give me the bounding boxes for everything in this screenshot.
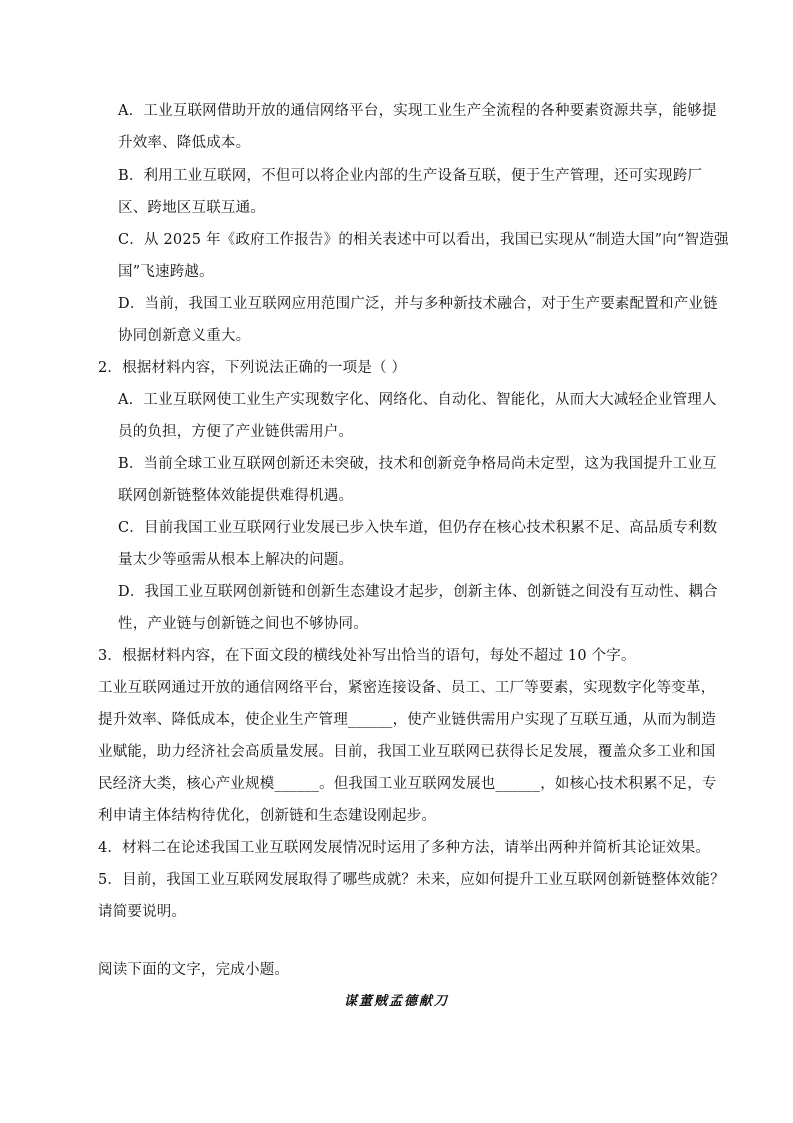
q3-passage-line2: 提升效率、降低成本，使企业生产管理______，使产业链供需用户实现了互联互通，从而为制造 xyxy=(98,712,716,728)
q1-option-a-line1: A．工业互联网借助开放的通信网络平台，实现工业生产全流程的各种要素资源共享，能够提 xyxy=(118,103,717,119)
q1-option-b-line1: B．利用工业互联网，不但可以将企业内部的生产设备互联，便于生产管理，还可实现跨厂 xyxy=(118,168,703,184)
q2-option-c-line1: C．目前我国工业互联网行业发展已步入快车道，但仍存在核心技术积累不足、高品质专利数 xyxy=(118,520,718,536)
q3-passage-line3: 业赋能，助力经济社会高质量发展。目前，我国工业互联网已获得长足发展，覆盖众多工业和国 xyxy=(98,744,716,760)
reading-instruction: 阅读下面的文字，完成小题。 xyxy=(98,962,290,978)
q1-option-d-line2: 协同创新意义重大。 xyxy=(118,328,251,344)
q1-option-c-line2: 国”飞速跨越。 xyxy=(118,264,214,280)
q4-stem: 4．材料二在论述我国工业互联网发展情况时运用了多种方法，请举出两种并简析其论证效果。 xyxy=(98,840,711,856)
q2-option-d-line2: 性，产业链与创新链之间也不够协同。 xyxy=(118,616,368,632)
q3-passage-line4: 民经济大类，核心产业规模______。但我国工业互联网发展也______，如核心技术积累不足，专 xyxy=(98,776,717,792)
q1-option-c-line1: C．从 2025 年《政府工作报告》的相关表述中可以看出，我国已实现从“制造大国”向“智造强 xyxy=(118,232,729,248)
reading-title: 谋董贼孟德献刀 xyxy=(343,994,449,1009)
q2-option-b-line2: 联网创新链整体效能提供难得机遇。 xyxy=(118,488,354,504)
q3-stem: 3．根据材料内容，在下面文段的横线处补写出恰当的语句，每处不超过 10 个字。 xyxy=(98,648,636,664)
q1-option-d-line1: D．当前，我国工业互联网应用范围广泛，并与多种新技术融合，对于生产要素配置和产业链 xyxy=(118,296,718,312)
q2-option-a-line2: 员的负担，方便了产业链供需用户。 xyxy=(118,424,354,440)
q3-passage-line1: 工业互联网通过开放的通信网络平台，紧密连接设备、员工、工厂等要素，实现数字化等变革， xyxy=(98,680,716,696)
q2-option-b-line1: B．当前全球工业互联网创新还未突破，技术和创新竞争格局尚未定型，这为我国提升工业互 xyxy=(118,456,717,472)
q5-stem-line1: 5．目前，我国工业互联网发展取得了哪些成就？未来，应如何提升工业互联网创新链整体效能？ xyxy=(98,872,725,888)
q2-option-a-line1: A．工业互联网使工业生产实现数字化、网络化、自动化、智能化，从而大大减轻企业管理人 xyxy=(118,392,717,408)
q2-option-c-line2: 量太少等亟需从根本上解决的问题。 xyxy=(118,552,354,568)
q3-passage-line5: 利申请主体结构待优化，创新链和生态建设刚起步。 xyxy=(98,808,437,824)
q2-stem: 2．根据材料内容，下列说法正确的一项是（ ） xyxy=(98,360,407,376)
q5-stem-line2: 请简要说明。 xyxy=(98,904,187,920)
q1-option-a-line2: 升效率、降低成本。 xyxy=(118,135,251,151)
q2-option-d-line1: D．我国工业互联网创新链和创新生态建设才起步，创新主体、创新链之间没有互动性、耦合 xyxy=(118,584,718,600)
q1-option-b-line2: 区、跨地区互联互通。 xyxy=(118,200,265,216)
